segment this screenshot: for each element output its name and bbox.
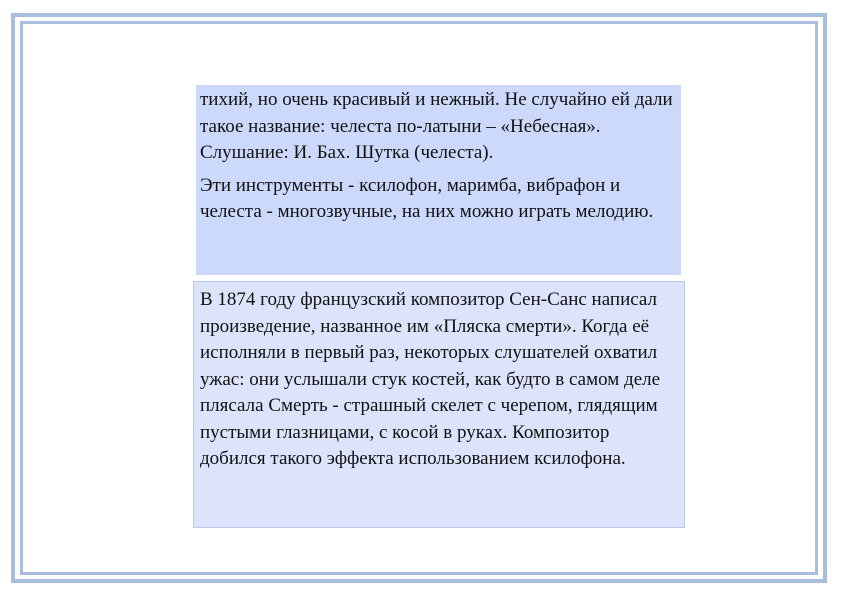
instruments-paragraph: Эти инструменты - ксилофон, маримба, вибрафон и челеста - многозвучные, на них можно играть мелодию. [200,174,654,222]
celesta-description: тихий, но очень красивый и нежный. Не случайно ей дали такое название: челеста по-латыни – «Небесная». [200,89,673,137]
danse-macabre-paragraph: В 1874 году французский композитор Сен-Санс написал произведение, названное им «Пляска смерти». Когда её исполняли в первый раз, некоторых слушателей охватил ужас: они услышали стук костей, как будто в самом деле плясала Смерть - страшный скелет с черепом, глядящим пустыми глазницами, с косой в руках. Композитор добился такого эффекта использованием ксилофона. [200,289,661,469]
celesta-text-box [196,85,681,275]
listening-line: Слушание: И. Бах. Шутка (челеста). [200,142,494,163]
danse-macabre-text-box [193,281,685,528]
